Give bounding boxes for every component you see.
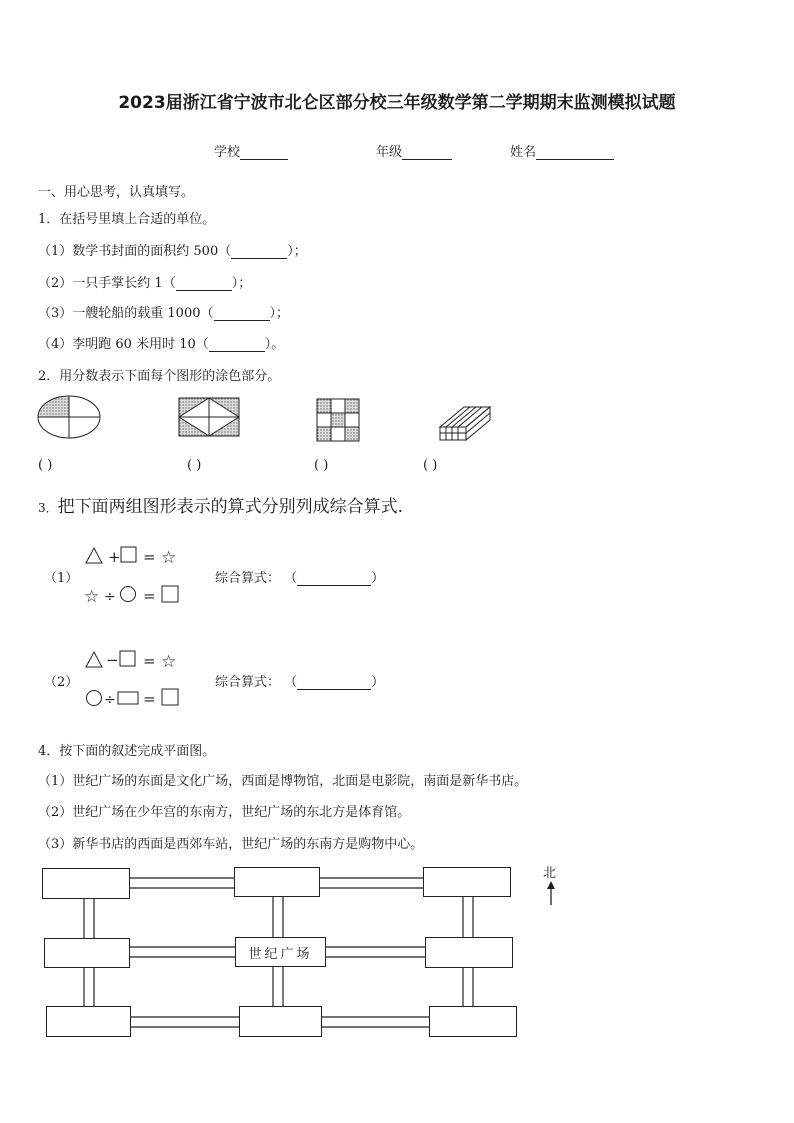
name-label: 姓名 [510, 145, 537, 160]
paren-close: ） [231, 276, 239, 291]
q4-item-2: （2）世纪广场在少年宫的东南方，世纪广场的东北方是体育馆。 [38, 805, 411, 820]
q2-answer-4[interactable]: ( ) [423, 458, 438, 473]
q4-item-1: （1）世纪广场的东面是文化广场，西面是博物馆，北面是电影院，南面是新华书店。 [38, 774, 528, 789]
answer-label: 综合算式： [215, 675, 281, 690]
paren-open: （ [200, 306, 214, 321]
q1-item-text: 一只手掌长约 1 [72, 276, 163, 291]
star-icon: ☆ [161, 548, 177, 568]
grade-label: 年级 [376, 145, 403, 160]
q1-item-text: 李明跑 60 米用时 10 [72, 337, 196, 352]
map-box-east[interactable] [425, 937, 513, 968]
section-heading: 一、用心思考，认真填写。 [38, 185, 195, 200]
q2-answer-1[interactable]: ( ) [38, 458, 53, 473]
q1-item-end: ； [293, 244, 307, 259]
equals-symbol: = [143, 587, 156, 605]
equals-symbol: = [143, 652, 156, 670]
map-box-southwest[interactable] [46, 1006, 131, 1037]
q2-answer-2[interactable]: ( ) [187, 458, 202, 473]
q1-item-num: （1） [38, 244, 73, 259]
op-symbol: ÷ [104, 589, 116, 605]
star-icon: ☆ [161, 652, 177, 672]
north-arrow-icon [545, 880, 557, 906]
paren-open: （ [284, 675, 298, 690]
q1-item-end: 。 [271, 337, 285, 352]
paren-open: （ [162, 276, 176, 291]
q3-num: 3． [38, 501, 58, 515]
map-box-west[interactable] [44, 938, 130, 968]
center-label: 世纪广场 [248, 947, 313, 962]
school-label: 学校 [214, 145, 241, 160]
q1-item-end: ； [276, 306, 290, 321]
map-box-north[interactable] [234, 867, 320, 897]
star-icon: ☆ [84, 587, 100, 607]
north-label: 北 [543, 866, 557, 881]
paren-close: ） [264, 337, 272, 352]
op-symbol: − [106, 651, 119, 669]
map-box-northwest[interactable] [42, 868, 130, 899]
q4-item-3: （3）新华书店的西面是西郊车站，世纪广场的东南方是购物中心。 [38, 837, 424, 852]
q1-item-num: （3） [38, 306, 73, 321]
page-title: 2023届浙江省宁波市北仑区部分校三年级数学第二学期期末监测模拟试题 [118, 93, 676, 113]
q3-group1-label: （1） [44, 571, 79, 586]
q2-stem: 2．用分数表示下面每个图形的涂色部分。 [38, 369, 281, 384]
q1-item-text: 一艘轮船的载重 1000 [72, 306, 201, 321]
map-box-northeast[interactable] [423, 867, 511, 897]
q1-item-num: （4） [38, 337, 73, 352]
paren-open: （ [284, 571, 298, 586]
map-box-south[interactable] [239, 1006, 322, 1037]
paren-close: ） [371, 675, 385, 690]
paren-open: （ [195, 337, 209, 352]
q3-stem-text: 把下面两组图形表示的算式分别列成综合算式. [57, 497, 404, 517]
op-symbol: ÷ [104, 692, 116, 708]
map-box-southeast[interactable] [429, 1006, 517, 1037]
paren-close: ） [371, 571, 385, 586]
q1-item-text: 数学书封面的面积约 500 [72, 244, 219, 259]
answer-label: 综合算式： [215, 571, 281, 586]
paren-open: （ [218, 244, 232, 259]
q1-item-num: （2） [38, 276, 73, 291]
q1-stem: 1．在括号里填上合适的单位。 [38, 212, 216, 227]
q1-item-end: ； [238, 276, 252, 291]
q4-stem: 4．按下面的叙述完成平面图。 [38, 744, 216, 759]
paren-close: ） [287, 244, 294, 259]
paren-close: ） [269, 306, 277, 321]
equals-symbol: = [143, 548, 156, 566]
q2-answer-3[interactable]: ( ) [314, 458, 329, 473]
op-symbol: + [108, 548, 121, 566]
q3-group2-label: （2） [44, 675, 79, 690]
equals-symbol: = [143, 690, 156, 708]
